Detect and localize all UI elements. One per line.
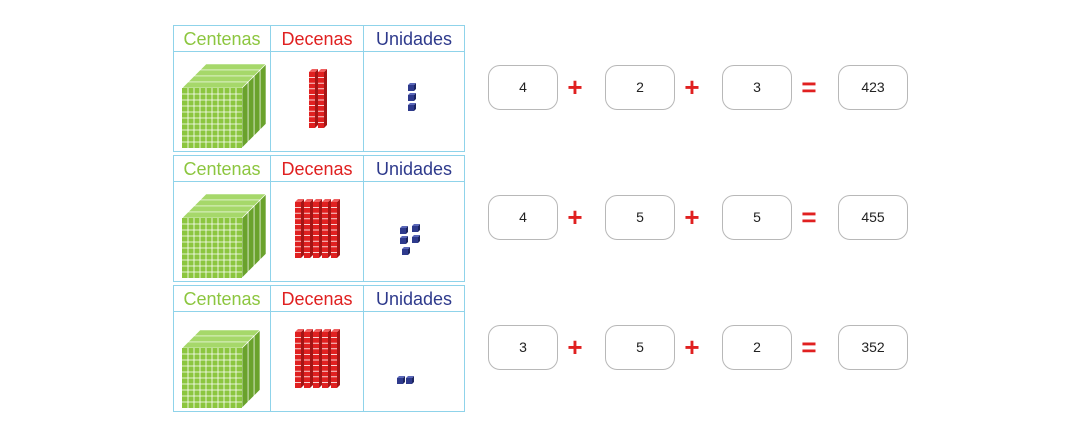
total-answer-box[interactable]: 423 (838, 65, 908, 110)
units-cell (364, 182, 464, 281)
hundreds-answer-box[interactable]: 4 (488, 65, 558, 110)
hundred-flat (182, 82, 248, 148)
plus-sign: + (567, 202, 583, 232)
equals-sign: = (801, 332, 817, 362)
unit-cube (408, 103, 416, 111)
total-answer-box[interactable]: 455 (838, 195, 908, 240)
ten-rod (295, 199, 304, 258)
hundreds-header: Centenas (174, 26, 271, 52)
unit-cube (406, 376, 414, 384)
plus-sign: + (684, 202, 700, 232)
unit-cube (397, 376, 405, 384)
tens-answer-box[interactable]: 2 (605, 65, 675, 110)
unit-cube (400, 226, 408, 234)
ten-rod (313, 329, 322, 388)
tens-header: Decenas (271, 286, 364, 312)
hundreds-answer-box[interactable]: 3 (488, 325, 558, 370)
units-answer-box[interactable]: 3 (722, 65, 792, 110)
plus-sign: + (567, 72, 583, 102)
units-header: Unidades (364, 26, 464, 52)
units-cell (364, 52, 464, 151)
base-ten-table-1 (173, 25, 465, 152)
ten-rod (331, 329, 340, 388)
ten-rod (331, 199, 340, 258)
unit-cube (408, 93, 416, 101)
ten-rod (295, 329, 304, 388)
unit-cube (408, 83, 416, 91)
units-answer-box[interactable]: 2 (722, 325, 792, 370)
ten-rod (309, 69, 318, 128)
tens-cell (271, 52, 364, 151)
hundreds-header: Centenas (174, 156, 271, 182)
tens-answer-box[interactable]: 5 (605, 325, 675, 370)
hundred-flat (182, 342, 248, 408)
base-ten-table-2 (173, 155, 465, 282)
equals-sign: = (801, 202, 817, 232)
hundreds-cell (174, 52, 271, 151)
exercise-row-2 (0, 155, 1071, 285)
exercise-row-1 (0, 25, 1071, 155)
plus-sign: + (567, 332, 583, 362)
ten-rod (322, 329, 331, 388)
tens-header: Decenas (271, 156, 364, 182)
tens-cell (271, 312, 364, 411)
tens-cell (271, 182, 364, 281)
ten-rod (304, 199, 313, 258)
hundreds-answer-box[interactable]: 4 (488, 195, 558, 240)
units-header: Unidades (364, 286, 464, 312)
ten-rod (313, 199, 322, 258)
unit-cube (402, 247, 410, 255)
units-header: Unidades (364, 156, 464, 182)
ten-rod (322, 199, 331, 258)
unit-cube (400, 236, 408, 244)
hundreds-cell (174, 312, 271, 411)
tens-answer-box[interactable]: 5 (605, 195, 675, 240)
units-cell (364, 312, 464, 411)
hundreds-cell (174, 182, 271, 281)
total-answer-box[interactable]: 352 (838, 325, 908, 370)
ten-rod (318, 69, 327, 128)
exercise-row-3 (0, 285, 1071, 415)
unit-cube (412, 235, 420, 243)
equals-sign: = (801, 72, 817, 102)
hundred-flat (182, 212, 248, 278)
plus-sign: + (684, 72, 700, 102)
plus-sign: + (684, 332, 700, 362)
unit-cube (412, 224, 420, 232)
ten-rod (304, 329, 313, 388)
base-ten-table-3 (173, 285, 465, 412)
tens-header: Decenas (271, 26, 364, 52)
units-answer-box[interactable]: 5 (722, 195, 792, 240)
hundreds-header: Centenas (174, 286, 271, 312)
